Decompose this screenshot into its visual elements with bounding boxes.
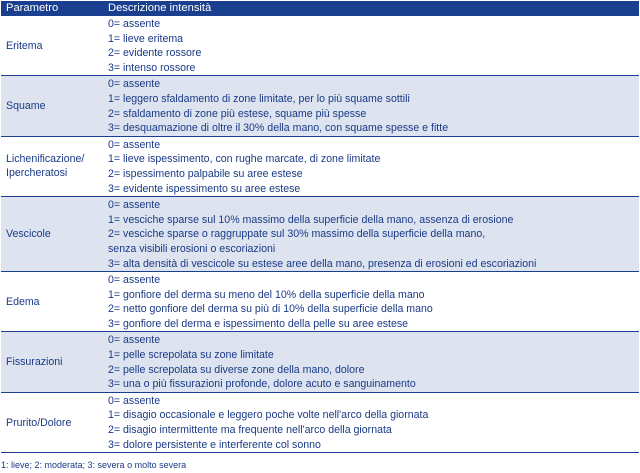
table-row [1, 197, 639, 272]
description-line: 0= assente [108, 334, 161, 347]
header-descrizione: Descrizione intensità [104, 1, 639, 16]
description-line: 3= una o più fissurazioni profonde, dolore acuto e sanguinamento [108, 378, 416, 391]
description-cell [104, 16, 639, 76]
header-row [1, 1, 639, 16]
description-cell [104, 76, 639, 136]
parameter-label: Prurito/Dolore [6, 416, 72, 429]
table-row [1, 272, 639, 332]
header-parametro: Parametro [1, 1, 104, 16]
table-row [1, 76, 639, 136]
description-line: 0= assente [108, 78, 161, 91]
description-cell [104, 136, 639, 196]
parameter-cell [1, 76, 104, 136]
description-line: 0= assente [108, 274, 161, 287]
description-line: 3= alta densità di vescicole su estese aree della mano, presenza di erosioni ed escoriazioni [108, 257, 537, 270]
description-line: 1= pelle screpolata su zone limitate [108, 349, 274, 362]
parameter-cell [1, 16, 104, 76]
parameter-label: Eritema [6, 39, 43, 52]
description-line: 3= gonfiore del derma e ispessimento della pelle su aree estese [108, 317, 409, 330]
description-line: 0= assente [108, 394, 161, 407]
parameter-label-continued: Ipercheratosi [6, 167, 68, 180]
table-row [1, 136, 639, 196]
intensity-scale-table [1, 1, 639, 453]
parameter-cell [1, 136, 104, 196]
description-line: 0= assente [108, 199, 161, 212]
parameter-label: Squame [6, 100, 46, 113]
description-line: 2= ispessimento palpabile su aree estese [108, 167, 303, 180]
description-line: 3= desquamazione di oltre il 30% della mano, con squame spesse e fitte [108, 122, 449, 135]
description-line: senza visibili erosioni o escoriazioni [108, 242, 276, 255]
parameter-cell [1, 392, 104, 452]
description-cell [104, 332, 639, 392]
table-body [1, 16, 639, 453]
parameter-cell [1, 272, 104, 332]
parameter-label: Fissurazioni [6, 356, 63, 369]
description-line: 2= pelle screpolata su diverse zone della mano, dolore [108, 363, 365, 376]
description-cell [104, 392, 639, 452]
description-cell [104, 197, 639, 272]
description-line: 2= vesciche sparse o raggruppate sul 30% massimo della superficie della mano, [108, 228, 486, 241]
description-line: 3= dolore persistente e interferente col sonno [108, 438, 321, 451]
parameter-label: Edema [6, 295, 40, 308]
description-line: 1= lieve eritema [108, 32, 184, 45]
table-header [1, 1, 639, 16]
description-line: 1= leggero sfaldamento di zone limitate, per lo più squame sottili [108, 92, 410, 105]
table-row [1, 16, 639, 76]
description-cell [104, 272, 639, 332]
description-line: 2= netto gonfiore del derma su più di 10% della superficie della mano [108, 303, 433, 316]
description-line: 0= assente [108, 138, 161, 151]
description-line: 3= intenso rossore [108, 61, 196, 74]
description-line: 3= evidente ispessimento su aree estese [108, 182, 301, 195]
table-row [1, 332, 639, 392]
description-line: 1= gonfiore del derma su meno del 10% della superficie della mano [108, 288, 425, 301]
table-row [1, 392, 639, 452]
description-line: 2= evidente rossore [108, 47, 202, 60]
parameter-label: Lichenificazione/ [6, 153, 85, 166]
description-line: 1= lieve ispessimento, con rughe marcate, di zone limitate [108, 153, 381, 166]
description-line: 1= disagio occasionale e leggero poche volte nell'arco della giornata [108, 409, 429, 422]
description-line: 0= assente [108, 18, 161, 30]
footnote: 1: lieve; 2: moderata; 3: severa o molto severa [1, 460, 187, 470]
description-line: 2= sfaldamento di zone più estese, squame più spesse [108, 107, 367, 120]
description-line: 2= disagio intermittente ma frequente nell'arco della giornata [108, 424, 392, 437]
parameter-cell [1, 332, 104, 392]
parameter-cell [1, 197, 104, 272]
parameter-label: Vescicole [6, 228, 51, 241]
description-line: 1= vesciche sparse sul 10% massimo della superficie della mano, assenza di erosione [108, 213, 514, 226]
